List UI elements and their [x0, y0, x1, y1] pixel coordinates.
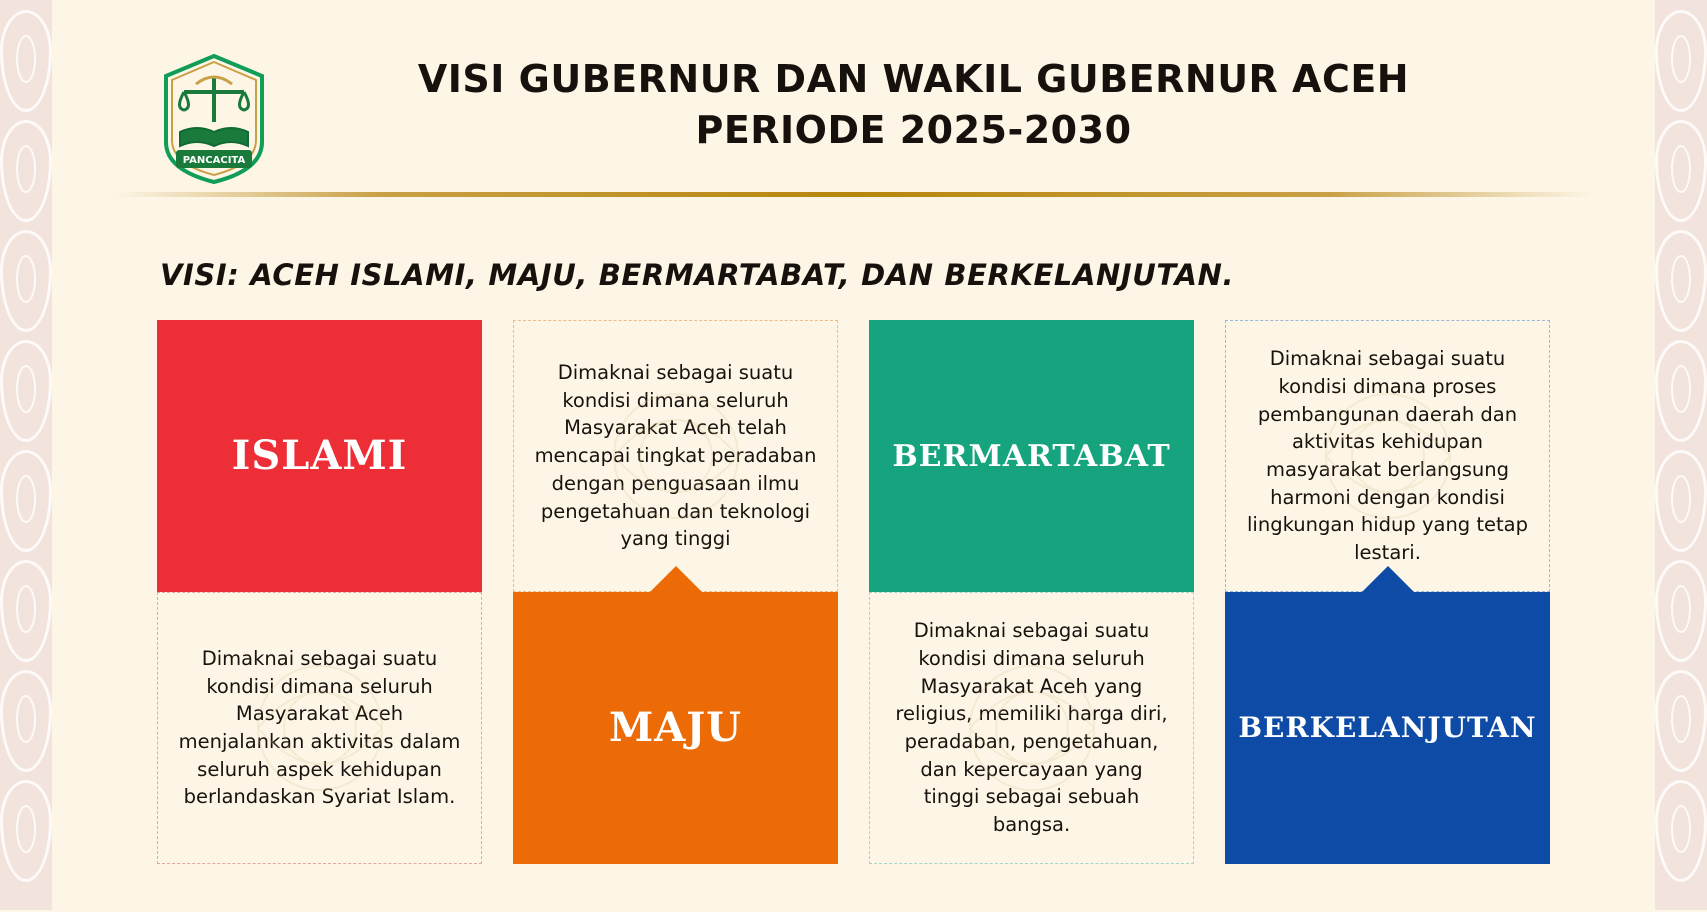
pillar-maju-label-panel [513, 592, 838, 864]
pillar-maju-notch [650, 566, 702, 592]
band-motif [1655, 340, 1707, 442]
logo-caption: PANCACITA [182, 155, 246, 166]
pillar-maju-label: MAJU [608, 704, 743, 751]
band-motif [0, 780, 52, 882]
header-divider [112, 192, 1595, 197]
band-motif [1655, 670, 1707, 772]
pillar-berkelanjutan-label: BERKELANJUTAN [1238, 710, 1537, 744]
page-title [292, 54, 1535, 157]
left-decorative-band [0, 0, 52, 910]
pillar-islami-description-panel [157, 592, 482, 864]
band-motif [0, 230, 52, 332]
band-motif [1655, 120, 1707, 222]
page-title-line-2: PERIODE 2025-2030 [695, 108, 1132, 153]
pillar-berkelanjutan [1225, 320, 1550, 865]
pillar-berkelanjutan-label-panel [1225, 592, 1550, 864]
aceh-provincial-emblem-logo [162, 54, 266, 184]
pillars-container [157, 320, 1552, 865]
pillar-bermartabat [869, 320, 1194, 865]
pillar-bermartabat-label-panel [869, 320, 1194, 592]
pillar-islami [157, 320, 482, 865]
band-motif [1655, 560, 1707, 662]
right-decorative-band [1655, 0, 1707, 910]
pillar-maju-description-panel [513, 320, 838, 592]
band-motif [0, 450, 52, 552]
pillar-berkelanjutan-description: Dimaknai sebagai suatu kondisi dimana proses pembangunan daerah dan aktivitas kehidupan masyarakat berlangsung harmoni dengan kondisi lingkungan hidup yang tetap lestari. [1247, 347, 1528, 565]
band-motif [1655, 230, 1707, 332]
band-motif [0, 670, 52, 772]
poster-header [52, 40, 1655, 180]
pillar-maju-description: Dimaknai sebagai suatu kondisi dimana seluruh Masyarakat Aceh telah mencapai tingkat peradaban dengan penguasaan ilmu pengetahuan dan teknologi yang tinggi [534, 361, 817, 551]
pillar-bermartabat-label: BERMARTABAT [892, 438, 1171, 474]
vision-statement: VISI: ACEH ISLAMI, MAJU, BERMARTABAT, DAN BERKELANJUTAN. [160, 258, 1235, 292]
band-motif [1655, 780, 1707, 882]
pillar-berkelanjutan-description-panel [1225, 320, 1550, 592]
band-motif [0, 340, 52, 442]
pillar-islami-label-panel [157, 320, 482, 592]
band-motif [0, 10, 52, 112]
band-motif [1655, 450, 1707, 552]
band-motif [0, 560, 52, 662]
pillar-islami-label: ISLAMI [231, 432, 408, 479]
pillar-bermartabat-description-panel [869, 592, 1194, 864]
page-title-line-1: VISI GUBERNUR DAN WAKIL GUBERNUR ACEH [417, 57, 1410, 101]
pillar-maju [513, 320, 838, 865]
pillar-bermartabat-description: Dimaknai sebagai suatu kondisi dimana seluruh Masyarakat Aceh yang religius, memiliki harga diri, peradaban, pengetahuan, dan kepercayaan yang tinggi sebagai sebuah bangsa. [895, 619, 1168, 837]
pillar-berkelanjutan-notch [1362, 566, 1414, 592]
band-motif [0, 120, 52, 222]
poster-canvas [52, 0, 1655, 910]
pillar-islami-description: Dimaknai sebagai suatu kondisi dimana seluruh Masyarakat Aceh menjalankan aktivitas dalam seluruh aspek kehidupan berlandaskan Syariat Islam. [178, 646, 461, 809]
band-motif [1655, 10, 1707, 112]
